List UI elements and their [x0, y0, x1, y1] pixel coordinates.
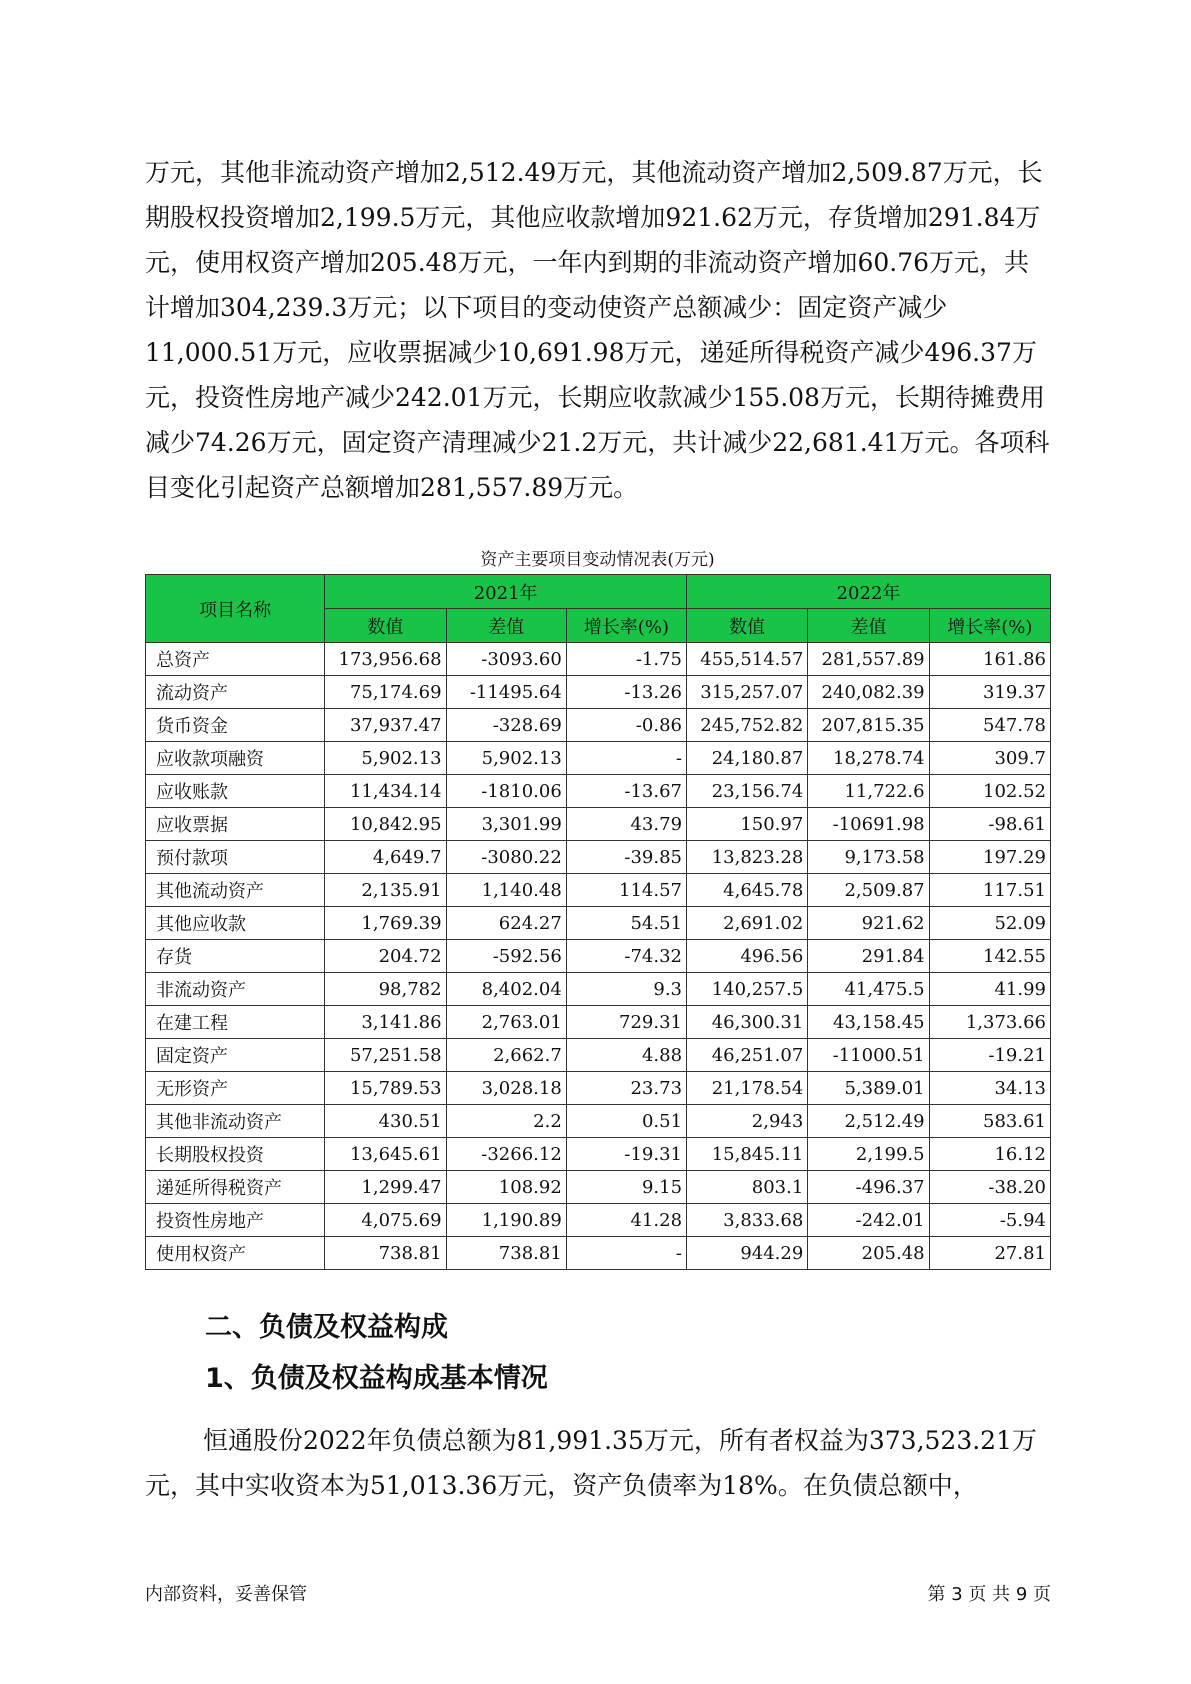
table-cell: 46,251.07 [687, 1039, 808, 1072]
table-cell: 496.56 [687, 940, 808, 973]
table-cell: 117.51 [929, 874, 1050, 907]
table-cell: 204.72 [325, 940, 446, 973]
table-cell: 455,514.57 [687, 643, 808, 676]
table-cell: -3093.60 [446, 643, 566, 676]
table-cell: -3080.22 [446, 841, 566, 874]
section-heading: 二、负债及权益构成 [205, 1312, 448, 1343]
table-cell: 161.86 [929, 643, 1050, 676]
table-cell: 15,789.53 [325, 1072, 446, 1105]
table-cell: 173,956.68 [325, 643, 446, 676]
table-cell: 52.09 [929, 907, 1050, 940]
table-cell: 5,902.13 [446, 742, 566, 775]
table-cell: 57,251.58 [325, 1039, 446, 1072]
table-cell: 98,782 [325, 973, 446, 1006]
table-cell: -10691.98 [808, 808, 929, 841]
table-cell: 21,178.54 [687, 1072, 808, 1105]
column-header: 差值 [808, 609, 929, 643]
subsection-heading: 1、负债及权益构成基本情况 [205, 1363, 548, 1394]
table-row [146, 808, 1051, 841]
table-cell: 3,301.99 [446, 808, 566, 841]
table-cell: -496.37 [808, 1171, 929, 1204]
table-row [146, 709, 1051, 742]
table-cell: -13.67 [566, 775, 686, 808]
table-cell: 43.79 [566, 808, 686, 841]
table-cell: 2,199.5 [808, 1138, 929, 1171]
row-item-name: 存货 [146, 940, 325, 973]
row-item-name: 其他非流动资产 [146, 1105, 325, 1138]
table-cell: 2,763.01 [446, 1006, 566, 1039]
table-cell: 738.81 [325, 1237, 446, 1270]
row-item-name: 其他应收款 [146, 907, 325, 940]
row-item-name: 应收款项融资 [146, 742, 325, 775]
table-cell: 547.78 [929, 709, 1050, 742]
table-cell: -13.26 [566, 676, 686, 709]
row-item-name: 预付款项 [146, 841, 325, 874]
table-cell: 245,752.82 [687, 709, 808, 742]
table-cell: 16.12 [929, 1138, 1050, 1171]
table-cell: -39.85 [566, 841, 686, 874]
column-header: 数值 [325, 609, 446, 643]
table-row [146, 643, 1051, 676]
table-row [146, 676, 1051, 709]
table-cell: 11,434.14 [325, 775, 446, 808]
table-cell: 207,815.35 [808, 709, 929, 742]
table-cell: 240,082.39 [808, 676, 929, 709]
year-2021-header: 2021年 [325, 575, 687, 609]
column-header: 增长率(%) [929, 609, 1050, 643]
footer-confidential-note: 内部资料，妥善保管 [145, 1584, 307, 1605]
table-row [146, 1105, 1051, 1138]
table-cell: 41.99 [929, 973, 1050, 1006]
table-cell: 23,156.74 [687, 775, 808, 808]
table-cell: 291.84 [808, 940, 929, 973]
asset-change-table [145, 574, 1051, 1270]
table-cell: 18,278.74 [808, 742, 929, 775]
table-cell: 108.92 [446, 1171, 566, 1204]
table-cell: 3,833.68 [687, 1204, 808, 1237]
table-cell: 1,373.66 [929, 1006, 1050, 1039]
table-cell: 140,257.5 [687, 973, 808, 1006]
table-cell: 75,174.69 [325, 676, 446, 709]
table-cell: 9.15 [566, 1171, 686, 1204]
table-cell: 13,645.61 [325, 1138, 446, 1171]
table-cell: 5,389.01 [808, 1072, 929, 1105]
table-cell: -5.94 [929, 1204, 1050, 1237]
table-cell: 3,141.86 [325, 1006, 446, 1039]
table-cell: -11000.51 [808, 1039, 929, 1072]
row-item-name: 在建工程 [146, 1006, 325, 1039]
table-cell: 1,299.47 [325, 1171, 446, 1204]
table-cell: 624.27 [446, 907, 566, 940]
table-cell: -592.56 [446, 940, 566, 973]
table-cell: 13,823.28 [687, 841, 808, 874]
table-body [146, 643, 1051, 1270]
table-row [146, 1006, 1051, 1039]
table-cell: 15,845.11 [687, 1138, 808, 1171]
table-row [146, 1039, 1051, 1072]
row-item-name: 流动资产 [146, 676, 325, 709]
row-item-name: 总资产 [146, 643, 325, 676]
table-cell: 430.51 [325, 1105, 446, 1138]
row-item-name: 投资性房地产 [146, 1204, 325, 1237]
table-cell: 41,475.5 [808, 973, 929, 1006]
item-name-header: 项目名称 [146, 575, 325, 643]
table-cell: 4,075.69 [325, 1204, 446, 1237]
table-cell: 729.31 [566, 1006, 686, 1039]
table-row [146, 1204, 1051, 1237]
table-cell: 583.61 [929, 1105, 1050, 1138]
table-row [146, 775, 1051, 808]
table-cell: -0.86 [566, 709, 686, 742]
table-cell: 803.1 [687, 1171, 808, 1204]
table-cell: - [566, 1237, 686, 1270]
table-row [146, 973, 1051, 1006]
row-item-name: 非流动资产 [146, 973, 325, 1006]
table-row [146, 1072, 1051, 1105]
table-cell: 197.29 [929, 841, 1050, 874]
table-cell: 27.81 [929, 1237, 1050, 1270]
row-item-name: 固定资产 [146, 1039, 325, 1072]
table-cell: 2,943 [687, 1105, 808, 1138]
year-2022-header: 2022年 [687, 575, 1051, 609]
row-item-name: 无形资产 [146, 1072, 325, 1105]
table-cell: 43,158.45 [808, 1006, 929, 1039]
table-cell: 37,937.47 [325, 709, 446, 742]
table-row [146, 874, 1051, 907]
table-cell: 142.55 [929, 940, 1050, 973]
table-row [146, 940, 1051, 973]
table-cell: 9,173.58 [808, 841, 929, 874]
table-cell: 46,300.31 [687, 1006, 808, 1039]
table-cell: 4.88 [566, 1039, 686, 1072]
table-cell: 281,557.89 [808, 643, 929, 676]
row-item-name: 应收账款 [146, 775, 325, 808]
table-cell: 2,509.87 [808, 874, 929, 907]
row-item-name: 长期股权投资 [146, 1138, 325, 1171]
table-cell: 54.51 [566, 907, 686, 940]
table-cell: 114.57 [566, 874, 686, 907]
table-cell: 5,902.13 [325, 742, 446, 775]
row-item-name: 递延所得税资产 [146, 1171, 325, 1204]
table-cell: 1,190.89 [446, 1204, 566, 1237]
table-cell: 315,257.07 [687, 676, 808, 709]
table-cell: 4,645.78 [687, 874, 808, 907]
table-cell: -1810.06 [446, 775, 566, 808]
table-row [146, 1237, 1051, 1270]
table-cell: 10,842.95 [325, 808, 446, 841]
table-cell: 2,512.49 [808, 1105, 929, 1138]
table-cell: 24,180.87 [687, 742, 808, 775]
table-cell: 23.73 [566, 1072, 686, 1105]
table-cell: 150.97 [687, 808, 808, 841]
table-row [146, 1171, 1051, 1204]
table-cell: -19.31 [566, 1138, 686, 1171]
table-cell: -242.01 [808, 1204, 929, 1237]
body-paragraph-assets: 万元，其他非流动资产增加2,512.49万元，其他流动资产增加2,509.87万元，长期股权投资增加2,199.5万元，其他应收款增加921.62万元，存货增加291.84万元，使用权资产增加205.48万元，一年内到期的非流动资产增加60.76万元，共计增加304,239.3万元；以下项目的变动使资产总额减少：固定资产减少11,000.51万元，应收票据减少10,691.98万元，递延所得税资产减少496.37万元，投资性房地产减少242.01万元，长期应收款减少155.08万元，长期待摊费用减少74.26万元，固定资产清理减少21.2万元，共计减少22,681.41万元。各项科目变化引起资产总额增加281,557.89万元。 [145, 158, 1050, 502]
table-cell: -3266.12 [446, 1138, 566, 1171]
column-header: 增长率(%) [566, 609, 686, 643]
footer-page-number: 第 3 页 共 9 页 [927, 1584, 1051, 1605]
table-cell: 205.48 [808, 1237, 929, 1270]
table-cell: -19.21 [929, 1039, 1050, 1072]
table-row [146, 742, 1051, 775]
table-cell: 2,135.91 [325, 874, 446, 907]
table-cell: 11,722.6 [808, 775, 929, 808]
table-cell: 3,028.18 [446, 1072, 566, 1105]
table-row [146, 907, 1051, 940]
table-cell: 944.29 [687, 1237, 808, 1270]
table-cell: 2,662.7 [446, 1039, 566, 1072]
table-cell: 8,402.04 [446, 973, 566, 1006]
table-cell: 1,769.39 [325, 907, 446, 940]
table-row [146, 1138, 1051, 1171]
table-cell: - [566, 742, 686, 775]
table-cell: -38.20 [929, 1171, 1050, 1204]
table-caption: 资产主要项目变动情况表(万元) [480, 550, 715, 570]
table-cell: -328.69 [446, 709, 566, 742]
table-cell: 921.62 [808, 907, 929, 940]
table-header-row [146, 575, 1051, 609]
table-cell: 102.52 [929, 775, 1050, 808]
table-cell: 319.37 [929, 676, 1050, 709]
table-cell: -1.75 [566, 643, 686, 676]
table-cell: 2,691.02 [687, 907, 808, 940]
table-cell: 309.7 [929, 742, 1050, 775]
table-cell: 738.81 [446, 1237, 566, 1270]
table-cell: 2.2 [446, 1105, 566, 1138]
table-cell: 1,140.48 [446, 874, 566, 907]
column-header: 差值 [446, 609, 566, 643]
table-cell: 41.28 [566, 1204, 686, 1237]
table-row [146, 841, 1051, 874]
table-cell: 9.3 [566, 973, 686, 1006]
row-item-name: 使用权资产 [146, 1237, 325, 1270]
row-item-name: 其他流动资产 [146, 874, 325, 907]
row-item-name: 应收票据 [146, 808, 325, 841]
table-cell: 34.13 [929, 1072, 1050, 1105]
body-paragraph-liabilities: 恒通股份2022年负债总额为81,991.35万元，所有者权益为373,523.21万元，其中实收资本为51,013.36万元，资产负债率为18%。在负债总额中， [145, 1426, 1037, 1500]
table-cell: 0.51 [566, 1105, 686, 1138]
table-cell: 4,649.7 [325, 841, 446, 874]
table-cell: -11495.64 [446, 676, 566, 709]
row-item-name: 货币资金 [146, 709, 325, 742]
table-cell: -74.32 [566, 940, 686, 973]
table-cell: -98.61 [929, 808, 1050, 841]
column-header: 数值 [687, 609, 808, 643]
